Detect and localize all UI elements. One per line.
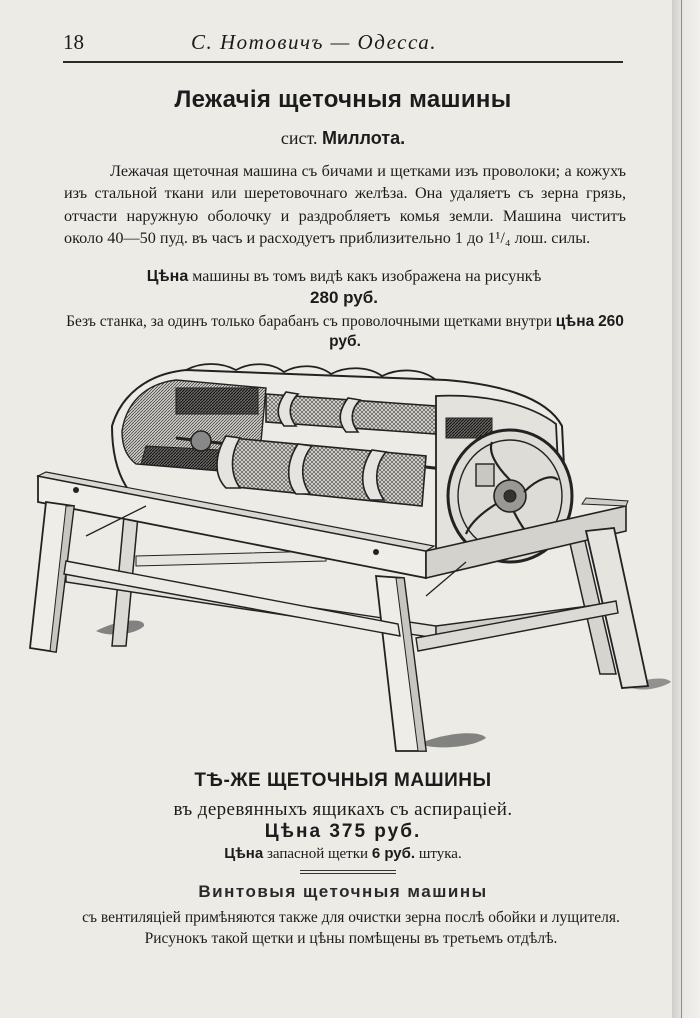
divider-rule-second [300, 873, 396, 874]
spare-value: 6 руб. [371, 845, 416, 862]
page-number: 18 [63, 30, 84, 54]
spare-brush-price [63, 845, 623, 863]
price-label: Цѣна [146, 268, 189, 285]
subtitle-name: Миллота. [322, 128, 406, 148]
drum-price [64, 312, 626, 352]
book-spine-edge [672, 0, 700, 1018]
running-head: С. Нотовичъ — Одесса. [191, 30, 437, 54]
section2-price: Цѣна 375 руб. [264, 821, 422, 842]
drum-text: Безъ станка, за одинъ только барабанъ съ проволочными щетками внутри [66, 313, 552, 330]
section2-subtitle: въ деревянныхъ ящикахъ съ аспираціей. [173, 799, 513, 820]
drum-price-value: 260 руб. [329, 313, 624, 350]
description-paragraph: Лежачая щеточная машина съ бичами и щетками изъ проволоки; а кожухъ изъ стальной ткани или шеретовочнаго желѣза. Она удаляетъ съ зерна грязь, отчасти наружную оболочку и раздробляетъ комья земли. Машина чиститъ около 40—50 пуд. въ часъ и расходуетъ приблизительно 1 до 1¹/₄ лош. силы. [64, 162, 626, 247]
section3-text: съ вентиляціей примѣняются также для очистки зерна послѣ обойки и лущителя. Рисунокъ такой щетки и цѣны помѣщены въ третьемъ отдѣлѣ. [82, 909, 620, 947]
divider-rule [300, 870, 396, 871]
machine-price [63, 266, 625, 309]
page-header [63, 30, 623, 62]
section3-title: Винтовыя щеточныя машины [198, 882, 488, 901]
spare-label: Цѣна [224, 845, 264, 862]
section2-title: ТѢ-ЖЕ ЩЕТОЧНЫЯ МАШИНЫ [194, 770, 492, 791]
price-value: 280 руб. [310, 288, 378, 307]
system-subtitle [63, 128, 623, 149]
machine-illustration [26, 356, 676, 766]
page-title: Лежачія щеточныя машины [174, 86, 512, 113]
spare-unit: штука. [418, 846, 462, 862]
spare-text: запасной щетки [266, 846, 369, 862]
subtitle-prefix: сист. [280, 128, 318, 148]
drum-price-label: цѣна [555, 313, 595, 330]
price-text: машины въ томъ видѣ какъ изображена на рисункѣ [192, 268, 542, 285]
header-rule [63, 61, 623, 63]
